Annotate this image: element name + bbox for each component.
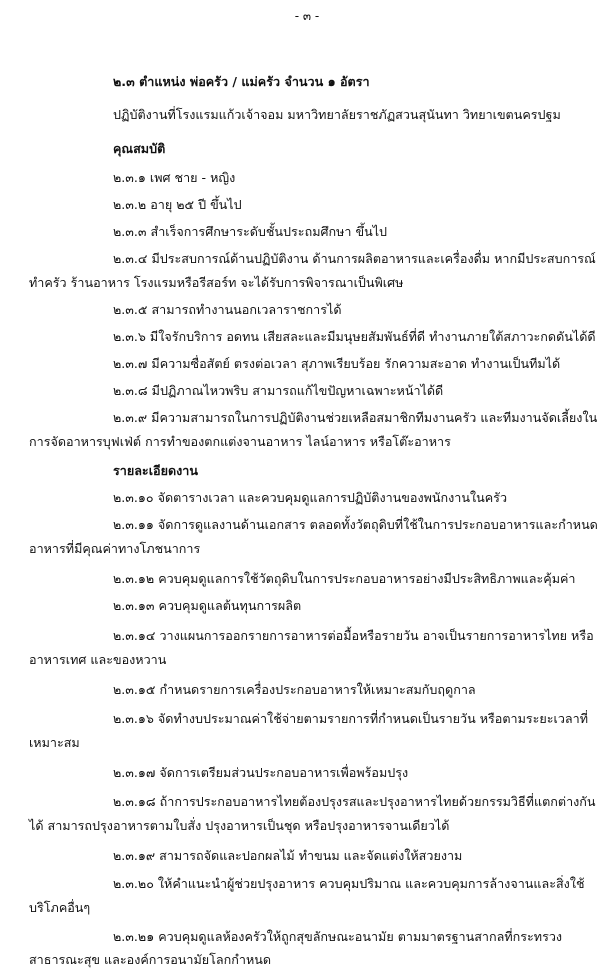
duty-item: ๒.๓.๑๗ จัดการเตรียมส่วนประกอบอาหารเพื่อพร้อมปรุง: [113, 765, 409, 780]
duties-heading: รายละเอียดงาน: [113, 463, 198, 478]
duty-item-continued: บริโภคอื่นๆ: [29, 900, 91, 915]
duty-item: ๒.๓.๑๓ ควบคุมดูแลต้นทุนการผลิต: [113, 598, 302, 613]
page-number: - ๓ -: [294, 9, 320, 23]
qualification-item: ๒.๓.๙ มีความสามารถในการปฏิบัติงานช่วยเหลือสมาชิกทีมงานครัว และทีมงานจัดเลี้ยงใน: [113, 410, 598, 425]
section-intro: ปฏิบัติงานที่โรงแรมแก้วเจ้าจอม มหาวิทยาลัยราชภัฏสวนสุนันทา วิทยาเขตนครปฐม: [113, 107, 561, 122]
qualification-item: ๒.๓.๘ มีปฏิภาณไหวพริบ สามารถแก้ไขปัญหาเฉพาะหน้าได้ดี: [113, 383, 444, 398]
duty-item-continued: ได้ สามารถปรุงอาหารตามใบสั่ง ปรุงอาหารเป็นชุด หรือปรุงอาหารจานเดียวได้: [29, 818, 450, 833]
qualification-item-continued: การจัดอาหารบุฟเฟ่ต์ การทำของตกแต่งจานอาหาร ไลน์อาหาร หรือโต๊ะอาหาร: [29, 434, 451, 449]
qualification-item: ๒.๓.๓ สำเร็จการศึกษาระดับชั้นประถมศึกษา ขึ้นไป: [113, 224, 388, 239]
duty-item: ๒.๓.๑๐ จัดตารางเวลา และควบคุมดูแลการปฏิบัติงานของพนักงานในครัว: [113, 490, 508, 505]
qualification-item: ๒.๓.๖ มีใจรักบริการ อดทน เสียสละและมีมนุษยสัมพันธ์ที่ดี ทำงานภายใต้สภาวะกดดันได้ดี: [113, 329, 596, 344]
section-title: ๒.๓ ตำแหน่ง พ่อครัว / แม่ครัว จำนวน ๑ อัตรา: [113, 74, 370, 89]
duty-item: ๒.๓.๒๑ ควบคุมดูแลห้องครัวให้ถูกสุขลักษณะอนามัย ตามมาตรฐานสากลที่กระทรวง: [113, 929, 563, 944]
qualification-item: ๒.๓.๑ เพศ ชาย - หญิง: [113, 170, 236, 185]
qualification-item: ๒.๓.๗ มีความซื่อสัตย์ ตรงต่อเวลา สุภาพเรียบร้อย รักความสะอาด ทำงานเป็นทีมได้: [113, 356, 561, 371]
duty-item-continued: อาหารที่มีคุณค่าทางโภชนาการ: [29, 541, 201, 556]
duty-item: ๒.๓.๑๙ สามารถจัดและปอกผลไม้ ทำขนม และจัดแต่งให้สวยงาม: [113, 848, 463, 863]
duty-item-continued: เหมาะสม: [29, 735, 80, 750]
duty-item: ๒.๓.๑๕ กำหนดรายการเครื่องประกอบอาหารให้เหมาะสมกับฤดูกาล: [113, 682, 476, 697]
qualification-item: ๒.๓.๔ มีประสบการณ์ด้านปฏิบัติงาน ด้านการผลิตอาหารและเครื่องดื่ม หากมีประสบการณ์: [113, 251, 596, 266]
duty-item: ๒.๓.๑๒ ควบคุมดูแลการใช้วัตถุดิบในการประกอบอาหารอย่างมีประสิทธิภาพและคุ้มค่า: [113, 571, 576, 586]
qualification-item-continued: ทำครัว ร้านอาหาร โรงแรมหรือรีสอร์ท จะได้รับการพิจารณาเป็นพิเศษ: [29, 275, 404, 290]
duty-item-continued: สาธารณะสุข และองค์การอนามัยโลกกำหนด: [29, 952, 272, 967]
qualification-item: ๒.๓.๕ สามารถทำงานนอกเวลาราชการได้: [113, 302, 342, 317]
duty-item: ๒.๓.๑๔ วางแผนการออกรายการอาหารต่อมื้อหรือรายวัน อาจเป็นรายการอาหารไทย หรือ: [113, 628, 594, 643]
duty-item: ๒.๓.๒๐ ให้คำแนะนำผู้ช่วยปรุงอาหาร ควบคุมปริมาณ และควบคุมการล้างจานและสิ่งใช้: [113, 876, 585, 891]
qualification-item: ๒.๓.๒ อายุ ๒๕ ปี ขึ้นไป: [113, 197, 242, 212]
duty-item: ๒.๓.๑๘ ถ้าการประกอบอาหารไทยต้องปรุงรสและปรุงอาหารไทยด้วยกรรมวิธีที่แตกต่างกัน: [113, 794, 596, 809]
duty-item: ๒.๓.๑๖ จัดทำงบประมาณค่าใช้จ่ายตามรายการที่กำหนดเป็นรายวัน หรือตามระยะเวลาที่: [113, 711, 589, 726]
duty-item: ๒.๓.๑๑ จัดการดูแลงานด้านเอกสาร ตลอดทั้งวัตถุดิบที่ใช้ในการประกอบอาหารและกำหนด: [113, 517, 598, 532]
duty-item-continued: อาหารเทศ และของหวาน: [29, 652, 167, 667]
qualifications-heading: คุณสมบัติ: [113, 141, 166, 156]
